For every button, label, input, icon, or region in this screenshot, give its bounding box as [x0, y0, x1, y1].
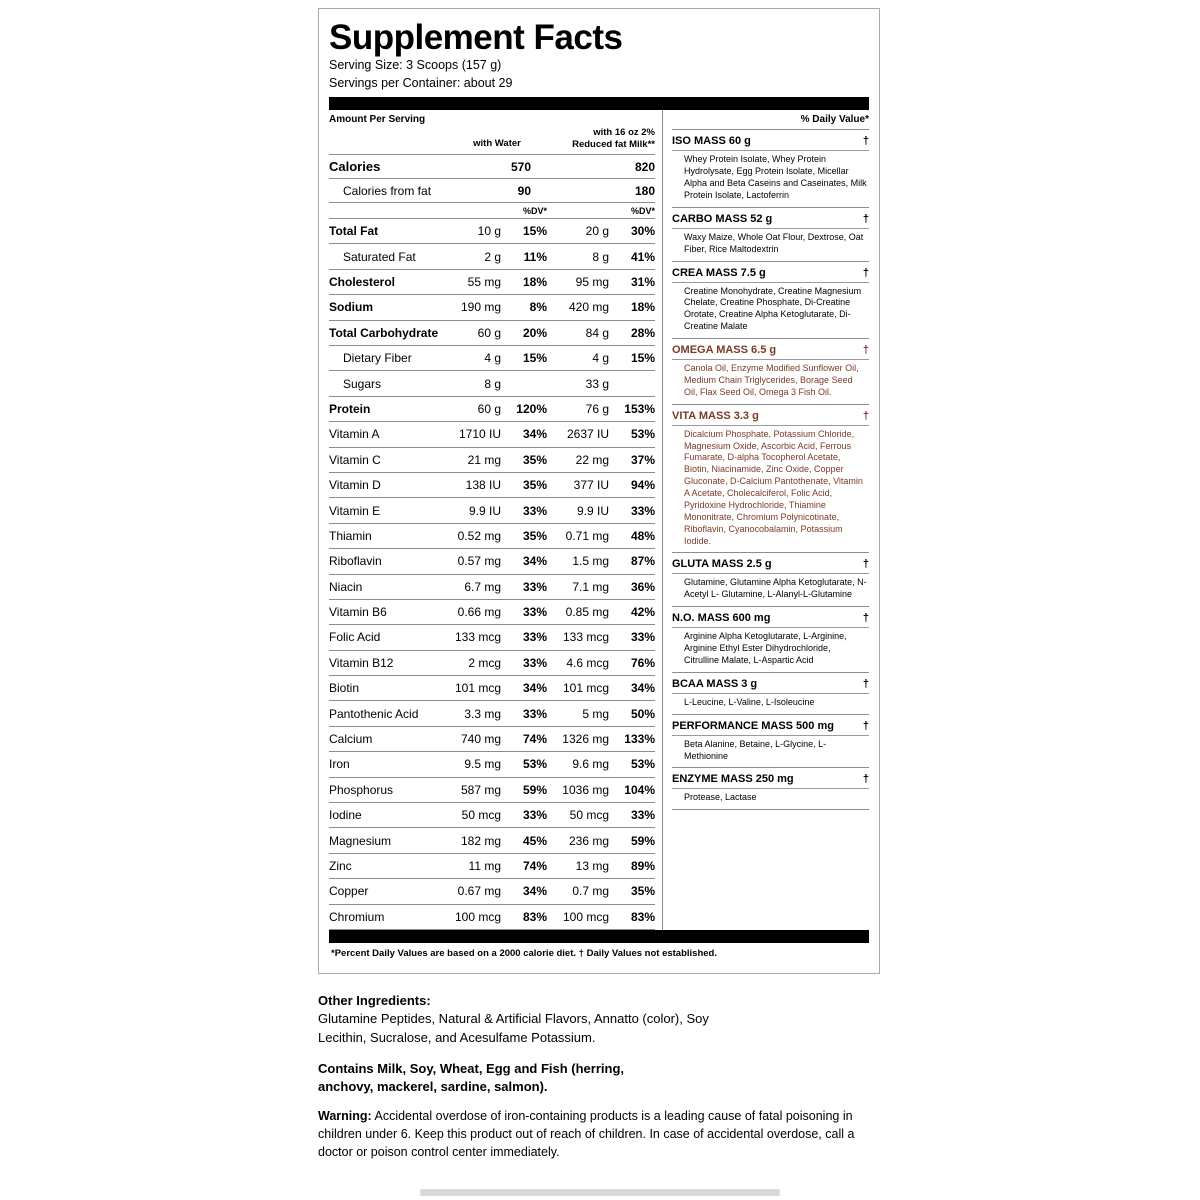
- nutrient-w-dv: 33%: [522, 503, 547, 518]
- calories-label: Calories: [329, 159, 381, 175]
- nutrition-table: [329, 110, 663, 930]
- nutrient-row: [329, 879, 655, 904]
- nutrient-m-dv: 42%: [630, 605, 655, 620]
- facts-columns: [329, 110, 869, 930]
- nutrient-m-amt: 5 mg: [582, 706, 609, 721]
- nutrient-m-dv: 36%: [630, 579, 655, 594]
- nutrient-row: [329, 346, 655, 371]
- nutrient-w-amt: 9.9 IU: [468, 503, 501, 518]
- nutrient-w-dv: 59%: [522, 782, 547, 797]
- nutrient-w-amt: 9.5 mg: [464, 757, 501, 772]
- blend-name: BCAA MASS 3 g: [672, 677, 758, 690]
- nutrient-w-dv: 53%: [522, 757, 547, 772]
- nutrient-m-amt: 8 g: [592, 249, 609, 264]
- with-milk-header: [547, 127, 655, 151]
- nutrient-w-amt: 55 mg: [467, 275, 501, 290]
- nutrient-w-dv: 45%: [522, 833, 547, 848]
- nutrient-row: [329, 498, 655, 523]
- nutrient-w-dv: 120%: [516, 401, 547, 416]
- blend-name: N.O. MASS 600 mg: [672, 612, 771, 625]
- nutrient-m-dv: 50%: [630, 706, 655, 721]
- nutrient-w-amt: 8 g: [484, 376, 501, 391]
- nutrient-m-amt: 4 g: [592, 351, 609, 366]
- nutrient-w-dv: 33%: [522, 655, 547, 670]
- percent-dv-subheader-row: [329, 203, 655, 219]
- nutrient-m-amt: 1.5 mg: [572, 554, 609, 569]
- nutrient-w-dv: 33%: [522, 706, 547, 721]
- blend-name: ISO MASS 60 g: [672, 135, 751, 148]
- calories-from-fat-row: [329, 179, 655, 203]
- nutrient-w-amt: 133 mcg: [454, 630, 501, 645]
- nutrient-w-amt: 1710 IU: [458, 427, 501, 442]
- nutrient-w-amt: 0.67 mg: [457, 884, 501, 899]
- nutrient-m-amt: 1326 mg: [562, 732, 609, 747]
- nutrient-row: [329, 778, 655, 803]
- nutrient-row: [329, 752, 655, 777]
- blend-name: CREA MASS 7.5 g: [672, 266, 766, 279]
- nutrient-m-amt: 22 mg: [575, 452, 609, 467]
- serving-size-text: Serving Size: 3 Scoops (157 g): [329, 57, 502, 72]
- warning-text: Accidental overdose of iron-containing products is a leading cause of fatal poisoning in children under 6. Keep this product out of reach of children. In case of accidental overdose, call a doctor or poison control center immediately.: [318, 1109, 855, 1159]
- blend-name-row: [672, 715, 869, 736]
- nutrient-m-dv: 153%: [624, 401, 655, 416]
- nutrient-label: Total Carbohydrate: [329, 325, 439, 340]
- nutrient-w-dv: 33%: [522, 630, 547, 645]
- nutrient-m-dv: 48%: [630, 528, 655, 543]
- nutrient-w-amt: 2 mcg: [468, 655, 501, 670]
- nutrient-label: Vitamin D: [329, 478, 381, 493]
- nutrient-w-dv: 34%: [522, 884, 547, 899]
- nutrient-m-amt: 84 g: [585, 325, 609, 340]
- nutrient-m-amt: 2637 IU: [566, 427, 609, 442]
- nutrient-w-amt: 21 mg: [467, 452, 501, 467]
- nutrient-row: [329, 295, 655, 320]
- nutrient-w-dv: 74%: [522, 732, 547, 747]
- blend-name-row: [672, 553, 869, 574]
- nutrient-w-amt: 182 mg: [460, 833, 501, 848]
- dagger-symbol: †: [862, 266, 869, 279]
- nutrient-label: Vitamin E: [329, 503, 381, 518]
- nutrient-m-dv: 37%: [630, 452, 655, 467]
- nutrient-m-amt: 100 mcg: [562, 909, 609, 924]
- nutrient-w-dv: 15%: [522, 351, 547, 366]
- nutrient-m-dv: 33%: [630, 808, 655, 823]
- dv-subheader-water: %DV*: [522, 205, 547, 216]
- blend-name-row: [672, 208, 869, 229]
- warning-block: [318, 1108, 884, 1161]
- nutrient-w-dv: 34%: [522, 681, 547, 696]
- blend-name-row: [672, 262, 869, 283]
- nutrient-m-amt: 1036 mg: [562, 782, 609, 797]
- nutrient-label: Vitamin B12: [329, 655, 394, 670]
- dagger-symbol: †: [862, 719, 869, 732]
- nutrient-m-dv: 28%: [630, 325, 655, 340]
- nutrient-label: Magnesium: [329, 833, 392, 848]
- nutrient-row: [329, 448, 655, 473]
- blend-section: [672, 553, 869, 607]
- blend-list: [672, 130, 869, 810]
- nutrient-m-dv: 30%: [630, 224, 655, 239]
- nutrient-m-dv: 34%: [630, 681, 655, 696]
- nutrient-row: [329, 549, 655, 574]
- page-bottom-strip: [420, 1189, 780, 1196]
- warning-label: Warning:: [318, 1109, 372, 1123]
- blend-ingredients: Canola Oil, Enzyme Modified Sunflower Oil, Medium Chain Triglycerides, Borage Seed Oil, Flax Seed Oil, Omega 3 Fish Oil.: [684, 363, 859, 397]
- nutrient-row: [329, 854, 655, 879]
- blend-section: [672, 208, 869, 262]
- nutrient-m-amt: 9.9 IU: [576, 503, 609, 518]
- nutrient-w-amt: 740 mg: [460, 732, 501, 747]
- dagger-symbol: †: [862, 558, 869, 571]
- nutrient-m-dv: 94%: [630, 478, 655, 493]
- blend-name: ENZYME MASS 250 mg: [672, 773, 794, 786]
- daily-value-header: % Daily Value*: [672, 110, 869, 130]
- nutrient-label: Zinc: [329, 859, 352, 873]
- supplement-facts-panel: [318, 8, 880, 974]
- blend-section: [672, 339, 869, 405]
- nutrient-label: Sodium: [329, 300, 373, 315]
- calories-from-fat-milk-value: 180: [634, 183, 655, 198]
- nutrient-row: [329, 676, 655, 701]
- nutrient-row: [329, 727, 655, 752]
- blend-name-row: [672, 339, 869, 360]
- nutrient-label: Dietary Fiber: [343, 351, 412, 366]
- calories-from-fat-water-value: 90: [517, 183, 531, 198]
- nutrient-row: [329, 651, 655, 676]
- nutrient-w-amt: 587 mg: [460, 782, 501, 797]
- nutrient-label: Thiamin: [329, 528, 372, 543]
- nutrient-label: Total Fat: [329, 224, 379, 239]
- nutrient-m-dv: 83%: [630, 909, 655, 924]
- nutrient-w-amt: 3.3 mg: [464, 706, 501, 721]
- nutrient-m-dv: 87%: [630, 554, 655, 569]
- with-milk-header-line2: Reduced fat Milk**: [572, 139, 655, 151]
- blend-section: [672, 607, 869, 673]
- nutrient-row: [329, 422, 655, 447]
- nutrient-label: Sugars: [343, 376, 382, 391]
- nutrient-m-amt: 7.1 mg: [572, 579, 609, 594]
- nutrient-m-amt: 20 g: [585, 224, 609, 239]
- nutrient-m-amt: 95 mg: [575, 275, 609, 290]
- nutrient-m-dv: 133%: [624, 732, 655, 747]
- nutrient-w-dv: 35%: [522, 528, 547, 543]
- nutrient-label: Copper: [329, 884, 369, 899]
- nutrient-row: [329, 473, 655, 498]
- nutrient-row: [329, 803, 655, 828]
- nutrient-m-amt: 101 mcg: [562, 681, 609, 696]
- nutrient-m-dv: 76%: [630, 655, 655, 670]
- nutrient-row: [329, 397, 655, 422]
- nutrient-w-dv: 18%: [522, 275, 547, 290]
- blend-ingredients: Glutamine, Glutamine Alpha Ketoglutarate, N-Acetyl L- Glutamine, L-Alanyl-L-Glutamine: [684, 577, 867, 600]
- dagger-symbol: †: [862, 773, 869, 786]
- nutrient-w-dv: 15%: [522, 224, 547, 239]
- nutrient-m-dv: 31%: [630, 275, 655, 290]
- nutrient-m-dv: 104%: [624, 782, 655, 797]
- nutrient-m-amt: 0.7 mg: [572, 884, 609, 899]
- nutrient-w-amt: 190 mg: [460, 300, 501, 315]
- blend-name-row: [672, 673, 869, 694]
- blend-column: [663, 110, 869, 930]
- nutrient-w-amt: 4 g: [484, 351, 501, 366]
- nutrient-m-dv: 33%: [630, 630, 655, 645]
- nutrient-w-dv: 33%: [522, 808, 547, 823]
- blend-ingredients: Dicalcium Phosphate, Potassium Chloride, Magnesium Oxide, Ascorbic Acid, Ferrous Fumarate, D-alpha Tocopherol Acetate, Biotin, Niacinamide, Zinc Oxide, Copper Gluconate, D-Calcium Pantothenate, Vitamin A Acetate, Cholecalciferol, Folic Acid, Pyridoxine Hydrochloride, Thiamine Mononitrate, Chromium Polynicotinate, Riboflavin, Cyanocobalamin, Potassium Iodide.: [684, 428, 863, 546]
- nutrient-w-amt: 50 mcg: [461, 808, 501, 823]
- dv-subheader-milk: %DV*: [630, 205, 655, 216]
- with-water-header: with Water: [473, 138, 521, 150]
- nutrient-label: Iodine: [329, 808, 362, 823]
- allergen-contains-text: Contains Milk, Soy, Wheat, Egg and Fish (herring, anchovy, mackerel, sardine, salmon).: [318, 1061, 625, 1095]
- dv-footnote: *Percent Daily Values are based on a 2000 calorie diet. † Daily Values not established.: [331, 947, 717, 959]
- nutrient-w-amt: 0.66 mg: [457, 605, 501, 620]
- nutrient-m-amt: 76 g: [585, 401, 609, 416]
- blend-ingredients: Waxy Maize, Whole Oat Flour, Dextrose, Oat Fiber, Rice Maltodextrin: [684, 231, 864, 254]
- nutrient-m-dv: 53%: [630, 757, 655, 772]
- dagger-symbol: †: [862, 135, 869, 148]
- nutrient-label: Vitamin B6: [329, 605, 387, 620]
- nutrient-m-amt: 0.71 mg: [565, 528, 609, 543]
- nutrient-label: Calcium: [329, 732, 373, 747]
- nutrient-label: Biotin: [329, 681, 360, 696]
- nutrient-m-dv: 35%: [630, 884, 655, 899]
- nutrient-m-amt: 420 mg: [568, 300, 609, 315]
- blend-section: [672, 715, 869, 769]
- nutrient-w-amt: 60 g: [477, 401, 501, 416]
- nutrient-w-dv: 35%: [522, 452, 547, 467]
- blend-name: GLUTA MASS 2.5 g: [672, 558, 772, 571]
- nutrient-row: [329, 625, 655, 650]
- other-ingredients-block: [318, 992, 758, 1047]
- nutrient-w-dv: 33%: [522, 579, 547, 594]
- calories-milk-value: 820: [634, 159, 655, 174]
- nutrient-row: [329, 905, 655, 930]
- blend-section: [672, 130, 869, 208]
- nutrient-row: [329, 270, 655, 295]
- nutrient-m-dv: 89%: [630, 859, 655, 873]
- nutrient-w-dv: 8%: [529, 300, 547, 315]
- blend-ingredients: Protease, Lactase: [684, 792, 757, 803]
- nutrient-row: [329, 321, 655, 346]
- blend-section: [672, 673, 869, 715]
- nutrient-w-dv: 33%: [522, 605, 547, 620]
- dagger-symbol: †: [862, 409, 869, 422]
- nutrient-m-dv: 18%: [630, 300, 655, 315]
- dagger-symbol: †: [862, 612, 869, 625]
- nutrient-row: [329, 371, 655, 396]
- nutrient-label: Niacin: [329, 579, 363, 594]
- nutrient-m-amt: 33 g: [585, 376, 609, 391]
- blend-name: VITA MASS 3.3 g: [672, 409, 759, 422]
- nutrient-row: [329, 828, 655, 853]
- amount-per-serving-label: Amount Per Serving: [329, 114, 426, 126]
- blend-name: OMEGA MASS 6.5 g: [672, 344, 777, 357]
- blend-name-row: [672, 607, 869, 628]
- nutrient-w-amt: 10 g: [477, 224, 501, 239]
- blend-name-row: [672, 130, 869, 151]
- nutrient-label: Iron: [329, 757, 350, 772]
- facts-title: Supplement Facts: [329, 18, 623, 57]
- calories-row: [329, 155, 655, 179]
- nutrient-row: [329, 244, 655, 269]
- nutrient-m-dv: 59%: [630, 833, 655, 848]
- nutrient-w-amt: 6.7 mg: [464, 579, 501, 594]
- nutrient-label: Cholesterol: [329, 275, 396, 290]
- nutrient-row: [329, 600, 655, 625]
- blend-ingredients: Arginine Alpha Ketoglutarate, L-Arginine, Arginine Ethyl Ester Dihydrochloride, Citrulline Malate, L-Aspartic Acid: [684, 631, 847, 665]
- nutrient-m-dv: 41%: [630, 249, 655, 264]
- nutrient-m-amt: 50 mcg: [569, 808, 609, 823]
- nutrient-w-dv: 34%: [522, 427, 547, 442]
- blend-ingredients: L-Leucine, L-Valine, L-Isoleucine: [684, 696, 815, 707]
- nutrient-m-dv: 33%: [630, 503, 655, 518]
- nutrient-m-amt: 13 mg: [575, 859, 609, 873]
- dagger-symbol: †: [862, 677, 869, 690]
- nutrient-w-dv: 20%: [522, 325, 547, 340]
- nutrient-m-amt: 4.6 mcg: [566, 655, 609, 670]
- blend-name-row: [672, 405, 869, 426]
- divider-bar-top: [329, 97, 869, 110]
- nutrient-w-dv: 35%: [522, 478, 547, 493]
- nutrient-w-amt: 2 g: [484, 249, 501, 264]
- nutrient-rows: [329, 219, 655, 930]
- nutrient-w-amt: 100 mcg: [454, 909, 501, 924]
- nutrient-label: Saturated Fat: [343, 249, 416, 264]
- nutrient-label: Vitamin A: [329, 427, 380, 442]
- nutrient-m-amt: 377 IU: [573, 478, 609, 493]
- blend-section: [672, 768, 869, 810]
- nutrient-m-amt: 133 mcg: [562, 630, 609, 645]
- blend-section: [672, 405, 869, 554]
- nutrient-w-amt: 138 IU: [465, 478, 501, 493]
- nutrient-label: Phosphorus: [329, 782, 394, 797]
- calories-water-value: 570: [510, 159, 531, 174]
- other-ingredients-text: Glutamine Peptides, Natural & Artificial Flavors, Annatto (color), Soy Lecithin, Sucralose, and Acesulfame Potassium.: [318, 1011, 709, 1045]
- facts-header: [319, 11, 879, 92]
- blend-section: [672, 262, 869, 340]
- nutrient-label: Folic Acid: [329, 630, 381, 645]
- nutrient-w-dv: 34%: [522, 554, 547, 569]
- nutrient-label: Chromium: [329, 909, 385, 924]
- nutrient-w-dv: 11%: [523, 249, 547, 264]
- nutrient-w-amt: 0.57 mg: [457, 554, 501, 569]
- nutrient-m-amt: 0.85 mg: [565, 605, 609, 620]
- blend-ingredients: Whey Protein Isolate, Whey Protein Hydrolysate, Egg Protein Isolate, Micellar Alpha and Beta Caseins and Caseinates, Milk Protein Isolate, Lactoferrin: [684, 154, 867, 200]
- nutrient-w-amt: 0.52 mg: [457, 528, 501, 543]
- other-ingredients-title: Other Ingredients:: [318, 993, 431, 1008]
- nutrient-label: Pantothenic Acid: [329, 706, 419, 721]
- nutrient-label: Riboflavin: [329, 554, 382, 569]
- blend-name: PERFORMANCE MASS 500 mg: [672, 719, 834, 732]
- nutrient-row: [329, 701, 655, 726]
- nutrient-label: Protein: [329, 401, 371, 416]
- dagger-symbol: †: [862, 344, 869, 357]
- nutrient-w-amt: 101 mcg: [454, 681, 501, 696]
- blend-ingredients: Creatine Monohydrate, Creatine Magnesium Chelate, Creatine Phosphate, Di-Creatine Orotate, Creatine Alpha Ketoglutarate, Di-Creatine Malate: [684, 285, 862, 332]
- servings-per-container-text: Servings per Container: about 29: [329, 75, 513, 90]
- column-headers: [329, 127, 655, 155]
- nutrient-w-amt: 11 mg: [468, 859, 501, 873]
- nutrient-m-amt: 9.6 mg: [572, 757, 609, 772]
- nutrient-row: [329, 575, 655, 600]
- nutrient-m-dv: 15%: [630, 351, 655, 366]
- dagger-symbol: †: [862, 212, 869, 225]
- blend-name: CARBO MASS 52 g: [672, 212, 773, 225]
- nutrient-label: Vitamin C: [329, 452, 381, 467]
- divider-bar-bottom: [329, 930, 869, 943]
- with-milk-header-line1: with 16 oz 2%: [593, 127, 655, 139]
- nutrient-row: [329, 524, 655, 549]
- nutrient-row: [329, 219, 655, 244]
- nutrient-w-amt: 60 g: [477, 325, 501, 340]
- blend-name-row: [672, 768, 869, 789]
- nutrient-m-amt: 236 mg: [568, 833, 609, 848]
- nutrient-w-dv: 74%: [522, 859, 547, 873]
- nutrient-w-dv: 83%: [522, 909, 547, 924]
- nutrient-m-dv: 53%: [630, 427, 655, 442]
- blend-ingredients: Beta Alanine, Betaine, L-Glycine, L-Methionine: [684, 738, 827, 761]
- calories-from-fat-label: Calories from fat: [343, 183, 432, 198]
